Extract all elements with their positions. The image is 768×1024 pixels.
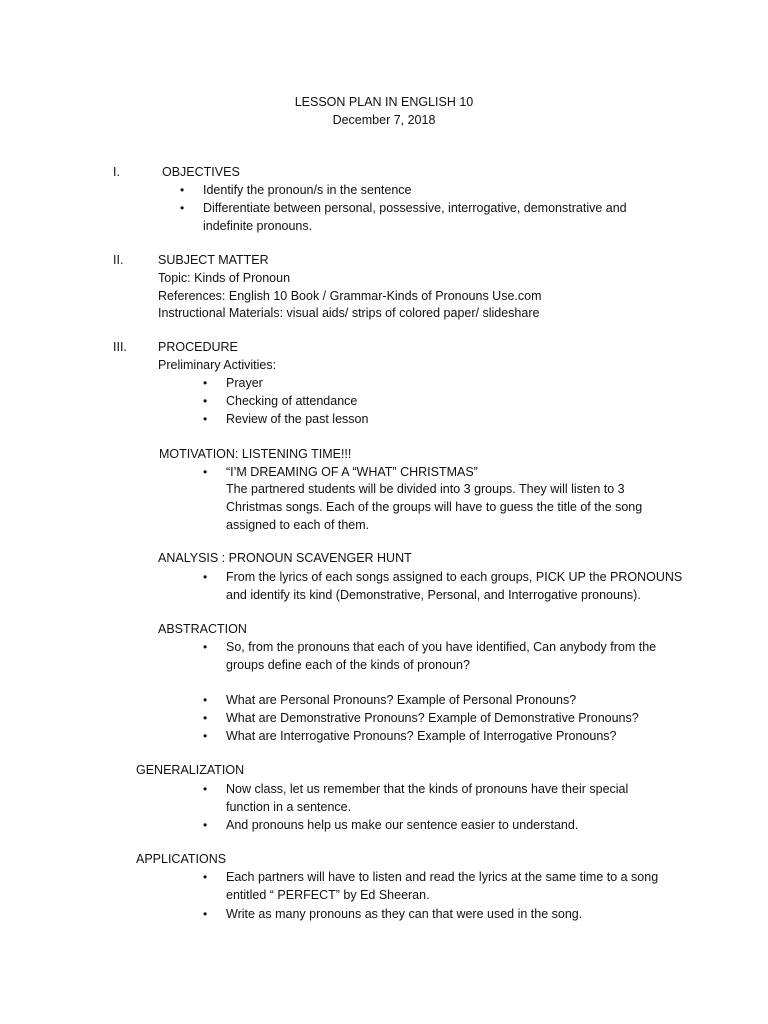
- bullet-icon: •: [203, 782, 208, 796]
- preliminary-heading: Preliminary Activities:: [158, 358, 277, 372]
- analysis-line: From the lyrics of each songs assigned to each groups, PICK UP the PRONOUNS: [226, 570, 683, 584]
- objective-item-continued: indefinite pronouns.: [203, 219, 313, 233]
- motivation-line: Christmas songs. Each of the groups will have to guess the title of the song: [226, 500, 643, 514]
- bullet-icon: •: [180, 183, 185, 197]
- generalization-line: function in a sentence.: [226, 800, 352, 814]
- motivation-line: The partnered students will be divided into 3 groups. They will listen to 3: [226, 482, 625, 496]
- objective-item: Differentiate between personal, possessive, interrogative, demonstrative and: [203, 201, 627, 215]
- bullet-icon: •: [203, 640, 208, 654]
- section-numeral-procedure: III.: [113, 340, 127, 354]
- section-heading-subject-matter: SUBJECT MATTER: [158, 253, 269, 267]
- applications-heading: APPLICATIONS: [136, 852, 227, 866]
- subject-materials: Instructional Materials: visual aids/ strips of colored paper/ slideshare: [158, 306, 540, 320]
- generalization-line: And pronouns help us make our sentence easier to understand.: [226, 818, 579, 832]
- generalization-heading: GENERALIZATION: [136, 763, 245, 777]
- motivation-heading: MOTIVATION: LISTENING TIME!!!: [159, 447, 352, 461]
- document-title: LESSON PLAN IN ENGLISH 10: [294, 95, 474, 109]
- generalization-line: Now class, let us remember that the kinds of pronouns have their special: [226, 782, 629, 796]
- abstraction-question: What are Interrogative Pronouns? Example of Interrogative Pronouns?: [226, 729, 617, 743]
- applications-line: entitled “ PERFECT” by Ed Sheeran.: [226, 888, 430, 902]
- bullet-icon: •: [203, 870, 208, 884]
- document-date: December 7, 2018: [332, 113, 436, 127]
- preliminary-item: Review of the past lesson: [226, 412, 369, 426]
- analysis-line: and identify its kind (Demonstrative, Personal, and Interrogative pronouns).: [226, 588, 641, 602]
- preliminary-item: Prayer: [226, 376, 263, 390]
- bullet-icon: •: [203, 465, 208, 479]
- bullet-icon: •: [203, 570, 208, 584]
- abstraction-line: groups define each of the kinds of pronoun?: [226, 658, 470, 672]
- bullet-icon: •: [203, 394, 208, 408]
- motivation-line: assigned to each of them.: [226, 518, 370, 532]
- section-numeral-subject-matter: II.: [113, 253, 124, 267]
- abstraction-line: So, from the pronouns that each of you have identified, Can anybody from the: [226, 640, 657, 654]
- analysis-heading: ANALYSIS : PRONOUN SCAVENGER HUNT: [158, 551, 412, 565]
- section-numeral-objectives: I.: [113, 165, 120, 179]
- bullet-icon: •: [203, 693, 208, 707]
- bullet-icon: •: [203, 376, 208, 390]
- objective-item: Identify the pronoun/s in the sentence: [203, 183, 412, 197]
- subject-topic: Topic: Kinds of Pronoun: [158, 271, 291, 285]
- bullet-icon: •: [203, 412, 208, 426]
- abstraction-heading: ABSTRACTION: [158, 622, 247, 636]
- applications-line: Write as many pronouns as they can that were used in the song.: [226, 907, 583, 921]
- subject-references: References: English 10 Book / Grammar-Kinds of Pronouns Use.com: [158, 289, 542, 303]
- bullet-icon: •: [203, 711, 208, 725]
- bullet-icon: •: [203, 729, 208, 743]
- bullet-icon: •: [180, 201, 185, 215]
- preliminary-item: Checking of attendance: [226, 394, 358, 408]
- abstraction-question: What are Personal Pronouns? Example of Personal Pronouns?: [226, 693, 577, 707]
- motivation-bullet: “I’M DREAMING OF A “WHAT” CHRISTMAS”: [226, 465, 478, 479]
- section-heading-procedure: PROCEDURE: [158, 340, 238, 354]
- section-heading-objectives: OBJECTIVES: [162, 165, 240, 179]
- applications-line: Each partners will have to listen and read the lyrics at the same time to a song: [226, 870, 659, 884]
- bullet-icon: •: [203, 818, 208, 832]
- bullet-icon: •: [203, 907, 208, 921]
- abstraction-question: What are Demonstrative Pronouns? Example of Demonstrative Pronouns?: [226, 711, 639, 725]
